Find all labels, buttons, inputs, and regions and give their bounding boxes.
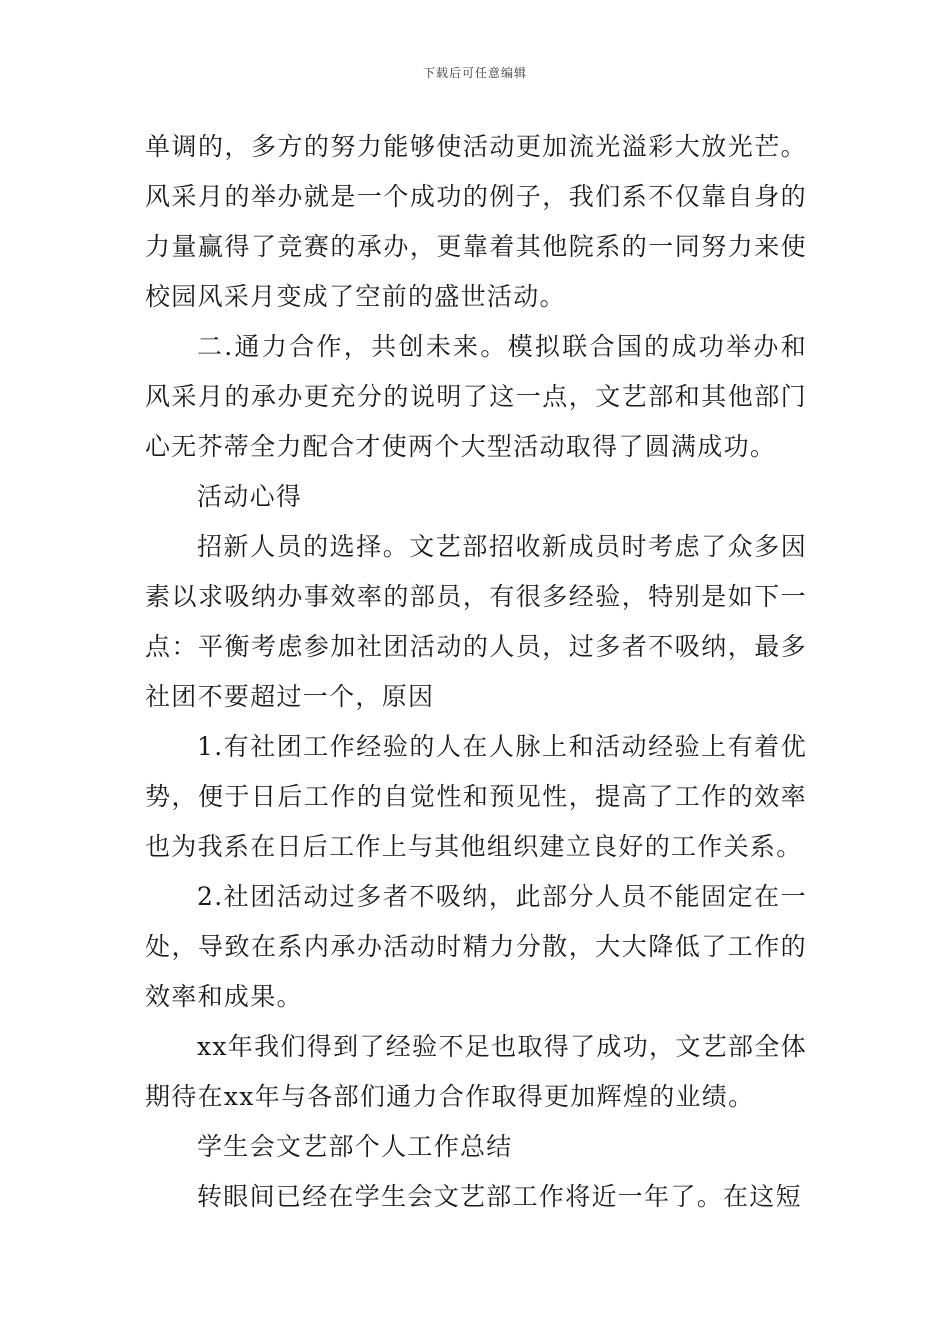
paragraph-recruitment: 招新人员的选择。文艺部招收新成员时考虑了众多因素以求吸纳办事效率的部员，有很多经验，特别是如下一点：平衡考虑参加社团活动的人员，过多者不吸纳，最多社团不要超过一个，原因 (145, 532, 807, 711)
paragraph-reason-2: 2.社团活动过多者不吸纳，此部分人员不能固定在一处，导致在系内承办活动时精力分散，大大降低了工作的效率和成果。 (145, 882, 807, 1011)
paragraph-summary-start: 转眼间已经在学生会文艺部工作将近一年了。在这短 (197, 1182, 802, 1211)
paragraph-outlook: xx年我们得到了经验不足也取得了成功，文艺部全体期待在xx年与各部们通力合作取得更加辉煌的业绩。 (145, 1032, 807, 1111)
paragraph-1: 单调的，多方的努力能够使活动更加流光溢彩大放光芒。风采月的举办就是一个成功的例子，我们系不仅靠自身的力量赢得了竞赛的承办，更靠着其他院系的一同努力来使校园风采月变成了空前的盛世活动。 (145, 132, 807, 311)
section-heading-activity-insights: 活动心得 (197, 482, 303, 511)
paragraph-2: 二.通力合作，共创未来。模拟联合国的成功举办和风采月的承办更充分的说明了这一点，文艺部和其他部门心无芥蒂全力配合才使两个大型活动取得了圆满成功。 (145, 332, 807, 461)
section-heading-personal-summary: 学生会文艺部个人工作总结 (197, 1132, 513, 1161)
page-header-note: 下载后可任意编辑 (422, 66, 527, 80)
document-body (145, 122, 807, 1222)
paragraph-reason-1: 1.有社团工作经验的人在人脉上和活动经验上有着优势，便于日后工作的自觉性和预见性，提高了工作的效率也为我系在日后工作上与其他组织建立良好的工作关系。 (145, 732, 807, 861)
